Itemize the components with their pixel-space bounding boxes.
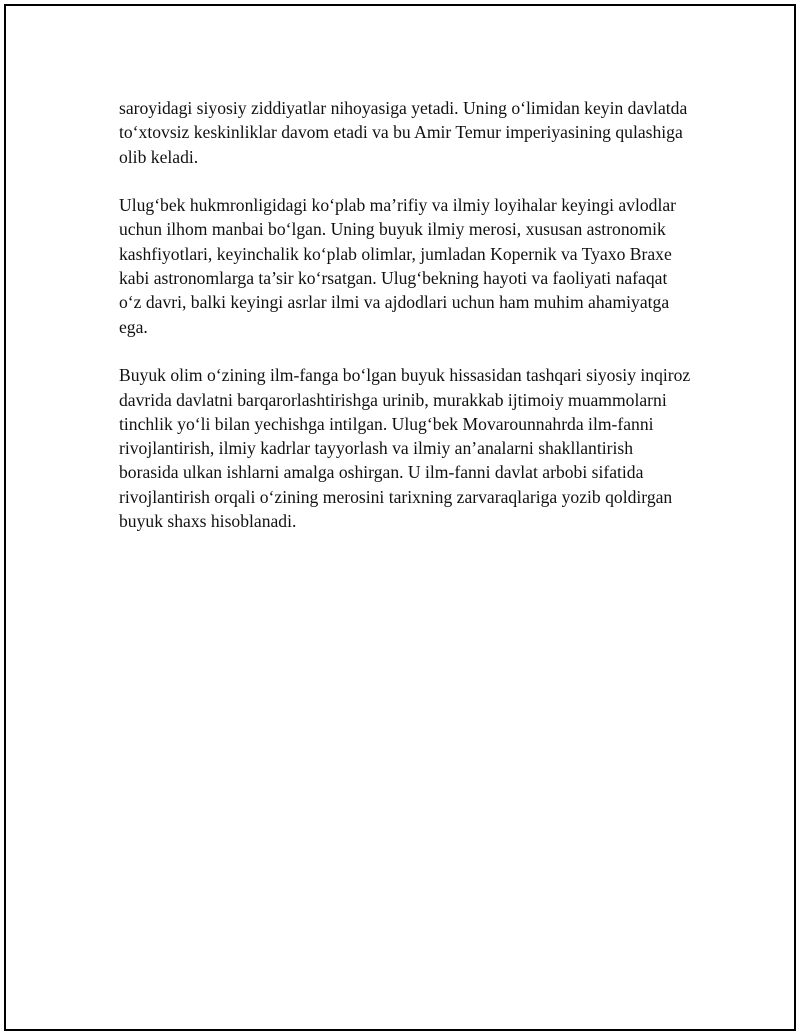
document-body [119,96,694,558]
paragraph-3: Buyuk olim o‘zining ilm-fanga bo‘lgan buyuk hissasidan tashqari siyosiy inqiroz davrida davlatni barqarorlashtirishga urinib, murakkab ijtimoiy muammolarni tinchlik yo‘li bilan yechishga intilgan. Ulug‘bek Movarounnahrda ilm-fanni rivojlantirish, ilmiy kadrlar tayyorlash va ilmiy an’analarni shakllantirish borasida ulkan ishlarni amalga oshirgan. U ilm-fanni davlat arbobi sifatida rivojlantirish orqali o‘zining merosini tarixning zarvaraqlariga yozib qoldirgan buyuk shaxs hisoblanadi. [119,365,691,532]
paragraph-2: Ulug‘bek hukmronligidagi ko‘plab ma’rifiy va ilmiy loyihalar keyingi avlodlar uchun ilhom manbai bo‘lgan. Uning buyuk ilmiy merosi, xususan astronomik kashfiyotlari, keyinchalik ko‘plab olimlar, jumladan Kopernik va Tyaxo Braxe kabi astronomlarga ta’sir ko‘rsatgan. Ulug‘bekning hayoti va faoliyati nafaqat o‘z davri, balki keyingi asrlar ilmi va ajdodlari uchun ham muhim ahamiyatga ega. [119,195,677,337]
document-page [4,4,796,1031]
paragraph-1: saroyidagi siyosiy ziddiyatlar nihoyasiga yetadi. Uning o‘limidan keyin davlatda to‘xtovsiz keskinliklar davom etadi va bu Amir Temur imperiyasining qulashiga olib keladi. [119,98,688,167]
